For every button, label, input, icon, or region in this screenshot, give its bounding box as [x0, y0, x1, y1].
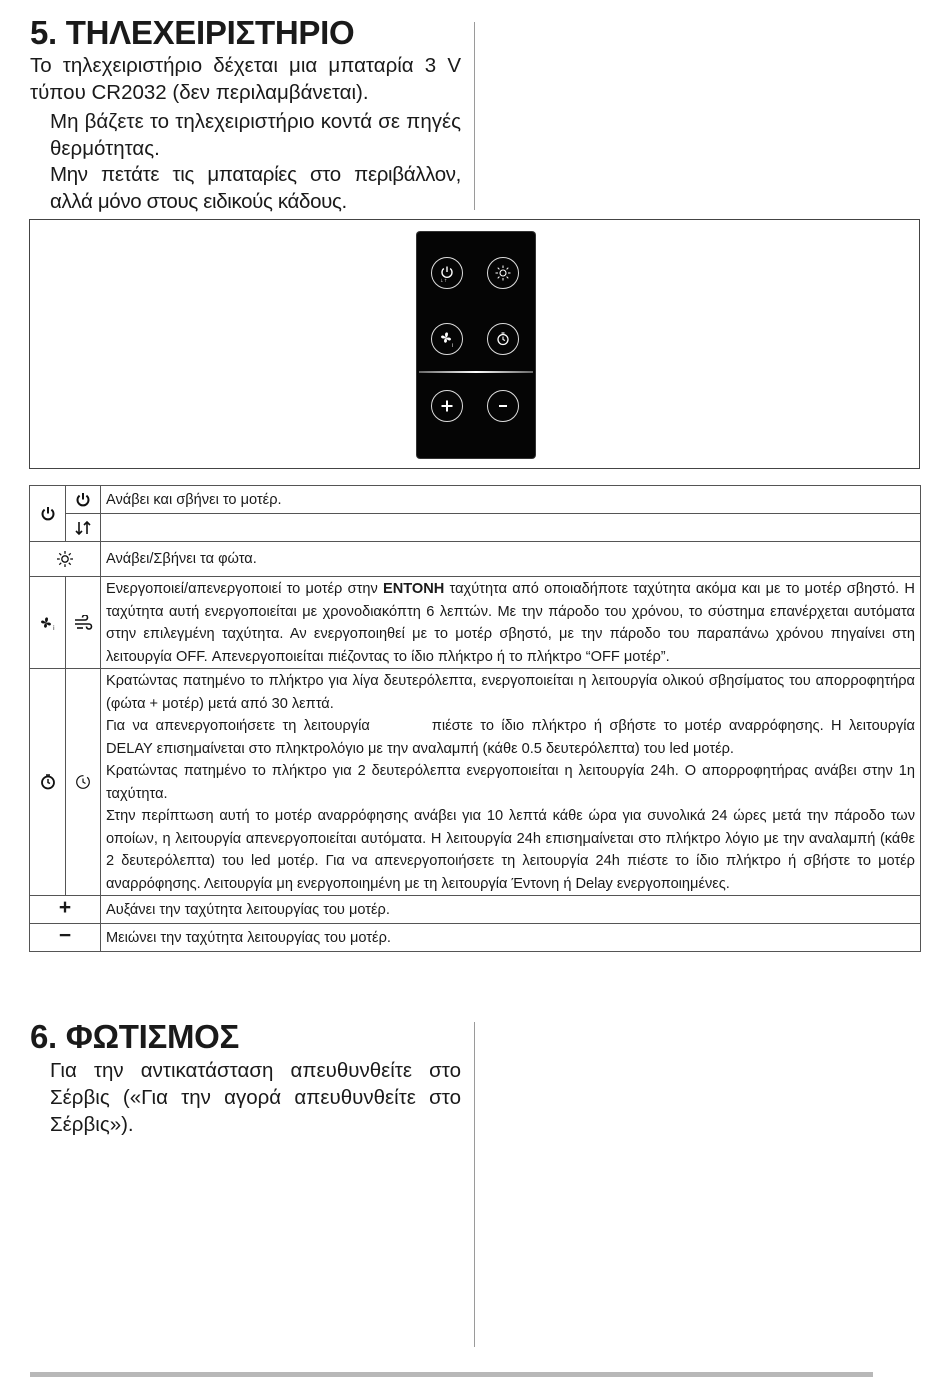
remote-power-button — [431, 257, 463, 289]
timer-deactivate-text: Για να απενεργοποιήσετε τη λειτουργία πιέστε το ίδιο πλήκτρο ή σβήστε το μοτέρ αναρρόφησης. Η λειτουργία DELAY επισημαίνεται στο πληκτρολόγιο με την αναλαμπή (κάθε 0.5 δευτερόλεπτα) του led μοτέρ. — [106, 718, 915, 757]
timer-24h-text: Κρατώντας πατημένο το πλήκτρο για 2 δευτερόλεπτα ενεργοποιείται η λειτουργία 24h. Ο απορροφητήρας ανάβει στην 1η ταχύτητα. — [106, 763, 915, 802]
light-icon — [494, 264, 512, 282]
light-key-cell — [30, 542, 101, 577]
power-icon — [437, 263, 457, 283]
intensive-bold-word: ΕΝΤΟΝΗ — [382, 581, 445, 597]
power-sub-icon-cell — [66, 486, 101, 514]
remote-timer-button — [487, 323, 519, 355]
disposal-warning: Μην πετάτε τις μπαταρίες στο περιβάλλον, αλλά μόνο στους ειδικούς κάδους. — [50, 163, 461, 213]
timer-delay-text: Κρατώντας πατημένο το πλήκτρο για λίγα δευτερόλεπτα, ενεργοποιείται η λειτουργία ολικού σβησίματος του απορροφητήρα (φώτα + μοτέρ) μετά από 30 λεπτά. — [106, 673, 915, 712]
power-sub-description — [101, 514, 921, 542]
column-divider-top — [474, 22, 475, 210]
intensive-wind-cell — [66, 577, 101, 669]
timer-24h-details: Στην περίπτωση αυτή το μοτέρ αναρρόφησης ανάβει για 10 λεπτά κάθε ώρα για συνολικά 24 ώρες μετά την πάροδο των οποίων, η λειτουργία απενεργοποιείται αυτόματα. Η λειτουργία 24h επισημαίνεται στο πλήκτρο λόγιο με την αναλαμπή (κάθε 2 δευτερόλεπτα) του led μοτέρ. Για να απενεργοποιήσετε τη λειτουργία 24h πιέστε το ίδιο πλήκτρο ή σβήστε το μοτέρ αναρρόφησης. Λειτουργία μη ενεργοποιημένη με τη λειτουργία Έντονη ή Delay ενεργοποιημένες. — [106, 808, 915, 892]
remote-light-button — [487, 257, 519, 289]
power-icon — [74, 491, 92, 509]
table-row-intensive — [30, 577, 921, 669]
remote-plus-button — [431, 390, 463, 422]
plus-key-cell — [30, 896, 101, 924]
plus-description: Αυξάνει την ταχύτητα λειτουργίας του μοτέρ. — [101, 896, 921, 924]
footer-bar — [30, 1372, 873, 1377]
section-5-title: 5. ΤΗΛΕΧΕΙΡΙΣΤΗΡΙΟ — [30, 14, 355, 51]
remote-control-image — [417, 232, 535, 458]
minus-icon — [496, 399, 510, 413]
power-description: Ανάβει και σβήνει το μοτέρ. — [101, 486, 921, 514]
lighting-text: Για την αντικατάσταση απευθυνθείτε στο Σέρβις («Για την αγορά απευθυνθείτε στο Σέρβις»). — [50, 1059, 461, 1136]
light-description: Ανάβει/Σβήνει τα φώτα. — [101, 542, 921, 577]
table-row-timer — [30, 669, 921, 896]
table-row-light — [30, 542, 921, 577]
minus-key-cell — [30, 924, 101, 952]
column-divider-bottom — [474, 1022, 475, 1347]
remote-light-bar — [419, 371, 533, 373]
table-row-power — [30, 486, 921, 514]
remote-minus-button — [487, 390, 519, 422]
light-icon — [56, 550, 74, 568]
table-row-plus — [30, 896, 921, 924]
remote-illustration-frame — [29, 219, 920, 469]
plus-icon: + — [58, 896, 72, 920]
intensive-key-cell — [30, 577, 66, 669]
section-6-title: 6. ΦΩΤΙΣΜΟΣ — [30, 1018, 240, 1055]
functions-table — [29, 485, 921, 952]
svg-text:i: i — [52, 624, 55, 632]
fan-intensive-icon — [437, 329, 457, 349]
minus-description: Μειώνει την ταχύτητα λειτουργίας του μοτέρ. — [101, 924, 921, 952]
svg-text:i: i — [452, 343, 454, 349]
power-icon — [39, 505, 57, 523]
timer-description — [101, 669, 921, 896]
battery-info: Το τηλεχειριστήριο δέχεται μια μπαταρία 3 V τύπου CR2032 (δεν περιλαμβάνεται). — [30, 54, 461, 104]
motor-arrows-cell — [66, 514, 101, 542]
intensive-description: Ενεργοποιεί/απενεργοποιεί το μοτέρ στην ΕΝΤΟΝΗ ταχύτητα από οποιαδήποτε ταχύτητα ακόμα και με το μοτέρ σβηστό. Η ταχύτητα αυτή ενεργοποιείται με χρονοδιακόπτη 6 λεπτών. Με την πάροδο του χρόνου, το σύστημα επανέρχεται αυτόματα στην επιλεγμένη ταχύτητα. Αν ενεργοποιηθεί με το μοτέρ σβηστό, με την πάροδο του παραπάνω χρόνου πηγαίνει στη λειτουργία OFF. Απενεργοποιείται πιέζοντας το ίδιο πλήκτρο ή το πλήκτρο “OFF μοτέρ”. — [101, 577, 921, 669]
power-key-cell — [30, 486, 66, 542]
timer-icon — [39, 773, 57, 791]
heat-warning: Μη βάζετε το τηλεχειριστήριο κοντά σε πηγές θερμότητας. — [50, 110, 461, 160]
timer-icon — [495, 331, 511, 347]
timer-24h-cell — [66, 669, 101, 896]
plus-icon — [440, 399, 454, 413]
svg-text:↓↑: ↓↑ — [440, 279, 448, 283]
timer-key-cell — [30, 669, 66, 896]
wind-icon — [73, 615, 93, 631]
table-row-minus — [30, 924, 921, 952]
up-down-arrows-icon — [74, 520, 92, 536]
fan-intensive-icon — [37, 614, 59, 632]
remote-intensive-button — [431, 323, 463, 355]
table-row-power-sub — [30, 514, 921, 542]
minus-icon: − — [58, 924, 72, 948]
clock-24h-icon — [74, 773, 92, 791]
